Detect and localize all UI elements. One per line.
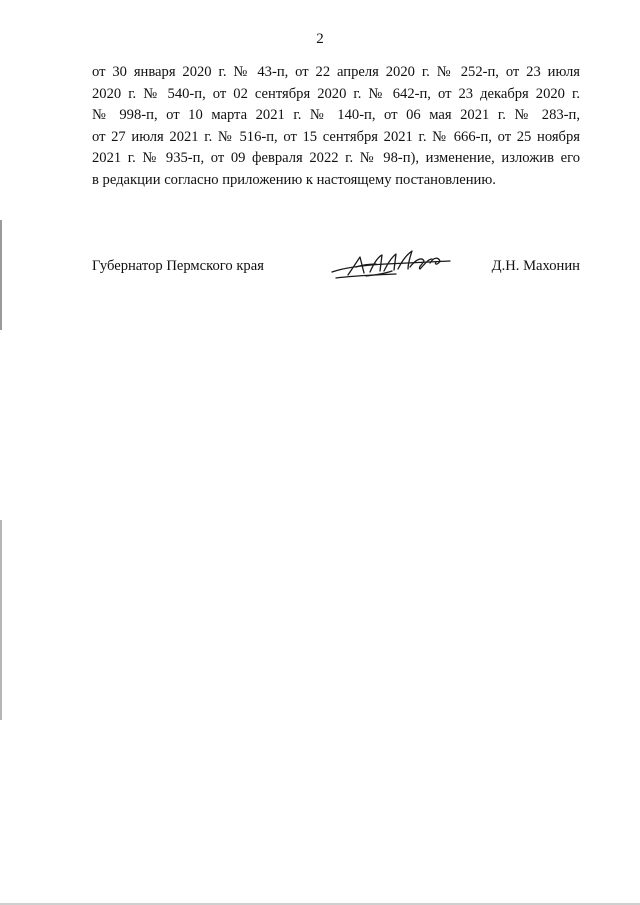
handwritten-signature bbox=[326, 245, 456, 285]
scan-edge-left bbox=[0, 0, 2, 905]
signer-title: Губернатор Пермского края bbox=[92, 258, 264, 274]
body-line: от 27 июля 2021 г. № 516-п, от 15 сентября 2021 г. № 666-п, от 25 ноября bbox=[92, 128, 580, 145]
page-number: 2 bbox=[316, 31, 324, 47]
signer-name: Д.Н. Махонин bbox=[491, 258, 580, 274]
body-line: 2020 г. № 540-п, от 02 сентября 2020 г. № 642-п, от 23 декабря 2020 г. bbox=[92, 85, 580, 102]
body-line: в редакции согласно приложению к настоящему постановлению. bbox=[92, 171, 496, 188]
signature-block bbox=[92, 255, 580, 285]
body-paragraph bbox=[92, 62, 580, 191]
body-line: от 30 января 2020 г. № 43-п, от 22 апреля 2020 г. № 252-п, от 23 июля bbox=[92, 64, 580, 80]
body-line: 2021 г. № 935-п, от 09 февраля 2022 г. № 98-п), изменение, изложив его bbox=[92, 150, 580, 166]
body-line: № 998-п, от 10 марта 2021 г. № 140-п, от 06 мая 2021 г. № 283-п, bbox=[92, 107, 580, 123]
